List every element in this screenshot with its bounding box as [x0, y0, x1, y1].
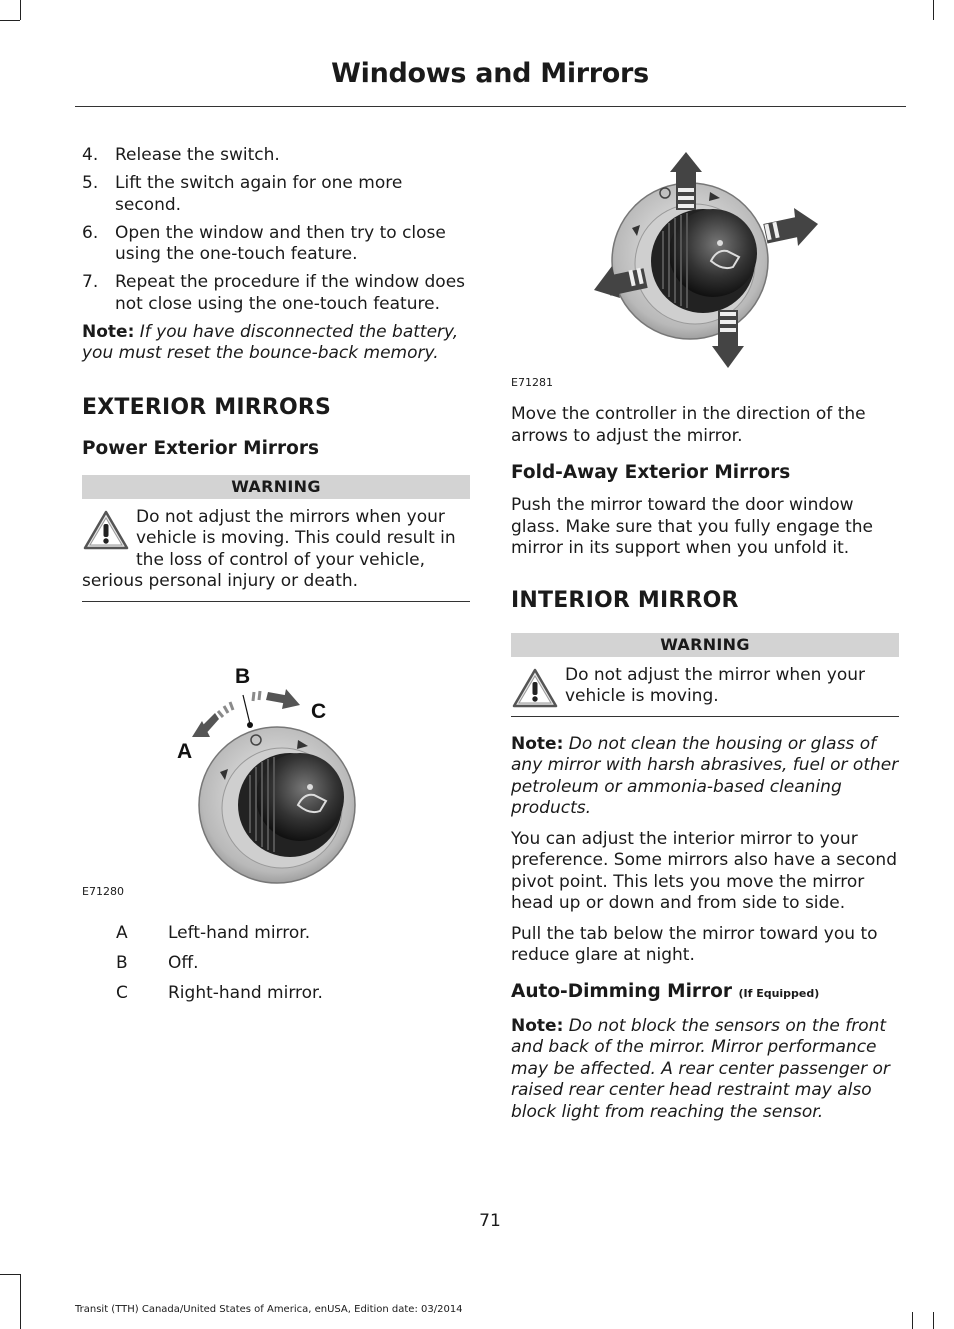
page-number: 71 — [479, 1211, 501, 1231]
section-heading-interior-mirror: INTERIOR MIRROR — [511, 587, 739, 613]
figure-legend — [82, 923, 470, 1013]
figure-code: E71281 — [511, 376, 553, 389]
left-column — [82, 145, 470, 602]
step-item: 7. Repeat the procedure if the window does not close using the one-touch feature. — [82, 272, 466, 314]
crop-mark — [933, 1312, 934, 1329]
warning-body: Do not adjust the mirrors when your vehicle is moving. This could result in the loss of control of your vehicle, serious personal injury or death. — [82, 499, 470, 602]
warning-triangle-icon — [82, 509, 130, 551]
page-footer: Transit (TTH) Canada/United States of America, enUSA, Edition date: 03/2014 — [75, 1304, 463, 1315]
step-item: 6. Open the window and then try to close using the one-touch feature. — [82, 222, 446, 264]
note-sensors: Note: Do not block the sensors on the front and back of the mirror. Mirror performance may be affected. A rear center passenger or raised rear center head restraint may also block light from reaching the sensor. — [511, 1015, 890, 1122]
warning-label: WARNING — [511, 633, 899, 657]
callout-a: A — [177, 740, 193, 763]
crop-mark — [0, 20, 20, 21]
note-battery: Note: If you have disconnected the battery, you must reset the bounce-back memory. — [82, 321, 459, 363]
move-controller-text: Move the controller in the direction of the arrows to adjust the mirror. — [511, 404, 866, 446]
crop-mark — [0, 1274, 20, 1275]
section-heading-exterior-mirrors: EXTERIOR MIRRORS — [82, 394, 332, 420]
warning-box — [82, 475, 470, 602]
warning-box — [511, 633, 899, 717]
subheading-auto-dimming-mirror: Auto-Dimming Mirror (If Equipped) — [511, 980, 820, 1002]
crop-mark — [20, 0, 21, 20]
interior-mirror-paragraph-1: You can adjust the interior mirror to your preference. Some mirrors also have a second pivot point. This lets you move the mirror head up or down and from side to side. — [511, 828, 897, 913]
warning-body: Do not adjust the mirror when your vehicle is moving. — [511, 657, 899, 717]
crop-mark — [20, 1274, 21, 1329]
warning-triangle-icon — [511, 667, 559, 709]
fold-away-text: Push the mirror toward the door window glass. Make sure that you fully engage the mirror in its support when you unfold it. — [511, 495, 873, 558]
mirror-selector-figure — [170, 655, 370, 900]
note-cleaning: Note: Do not clean the housing or glass of any mirror with harsh abrasives, fuel or other petroleum or ammonia-based cleaning products. — [511, 733, 899, 818]
subheading-fold-away-mirrors: Fold-Away Exterior Mirrors — [511, 462, 791, 483]
procedure-steps — [82, 145, 470, 315]
callout-b: B — [235, 665, 251, 688]
legend-item: C Right-hand mirror. — [116, 983, 323, 1003]
warning-label: WARNING — [82, 475, 470, 499]
legend-item: B Off. — [116, 953, 199, 973]
interior-mirror-paragraph-2: Pull the tab below the mirror toward you to reduce glare at night. — [511, 923, 878, 965]
page-title: Windows and Mirrors — [331, 58, 649, 89]
subheading-power-exterior-mirrors: Power Exterior Mirrors — [82, 437, 320, 459]
legend-item: A Left-hand mirror. — [116, 923, 311, 943]
title-divider — [75, 106, 906, 107]
crop-mark — [933, 0, 934, 20]
figure-code: E71280 — [82, 885, 124, 898]
callout-c: C — [311, 700, 327, 723]
step-item: 5. Lift the switch again for one more second. — [82, 173, 403, 215]
step-item: 4. Release the switch. — [82, 145, 280, 165]
right-column — [511, 145, 899, 1123]
crop-mark — [912, 1312, 913, 1329]
